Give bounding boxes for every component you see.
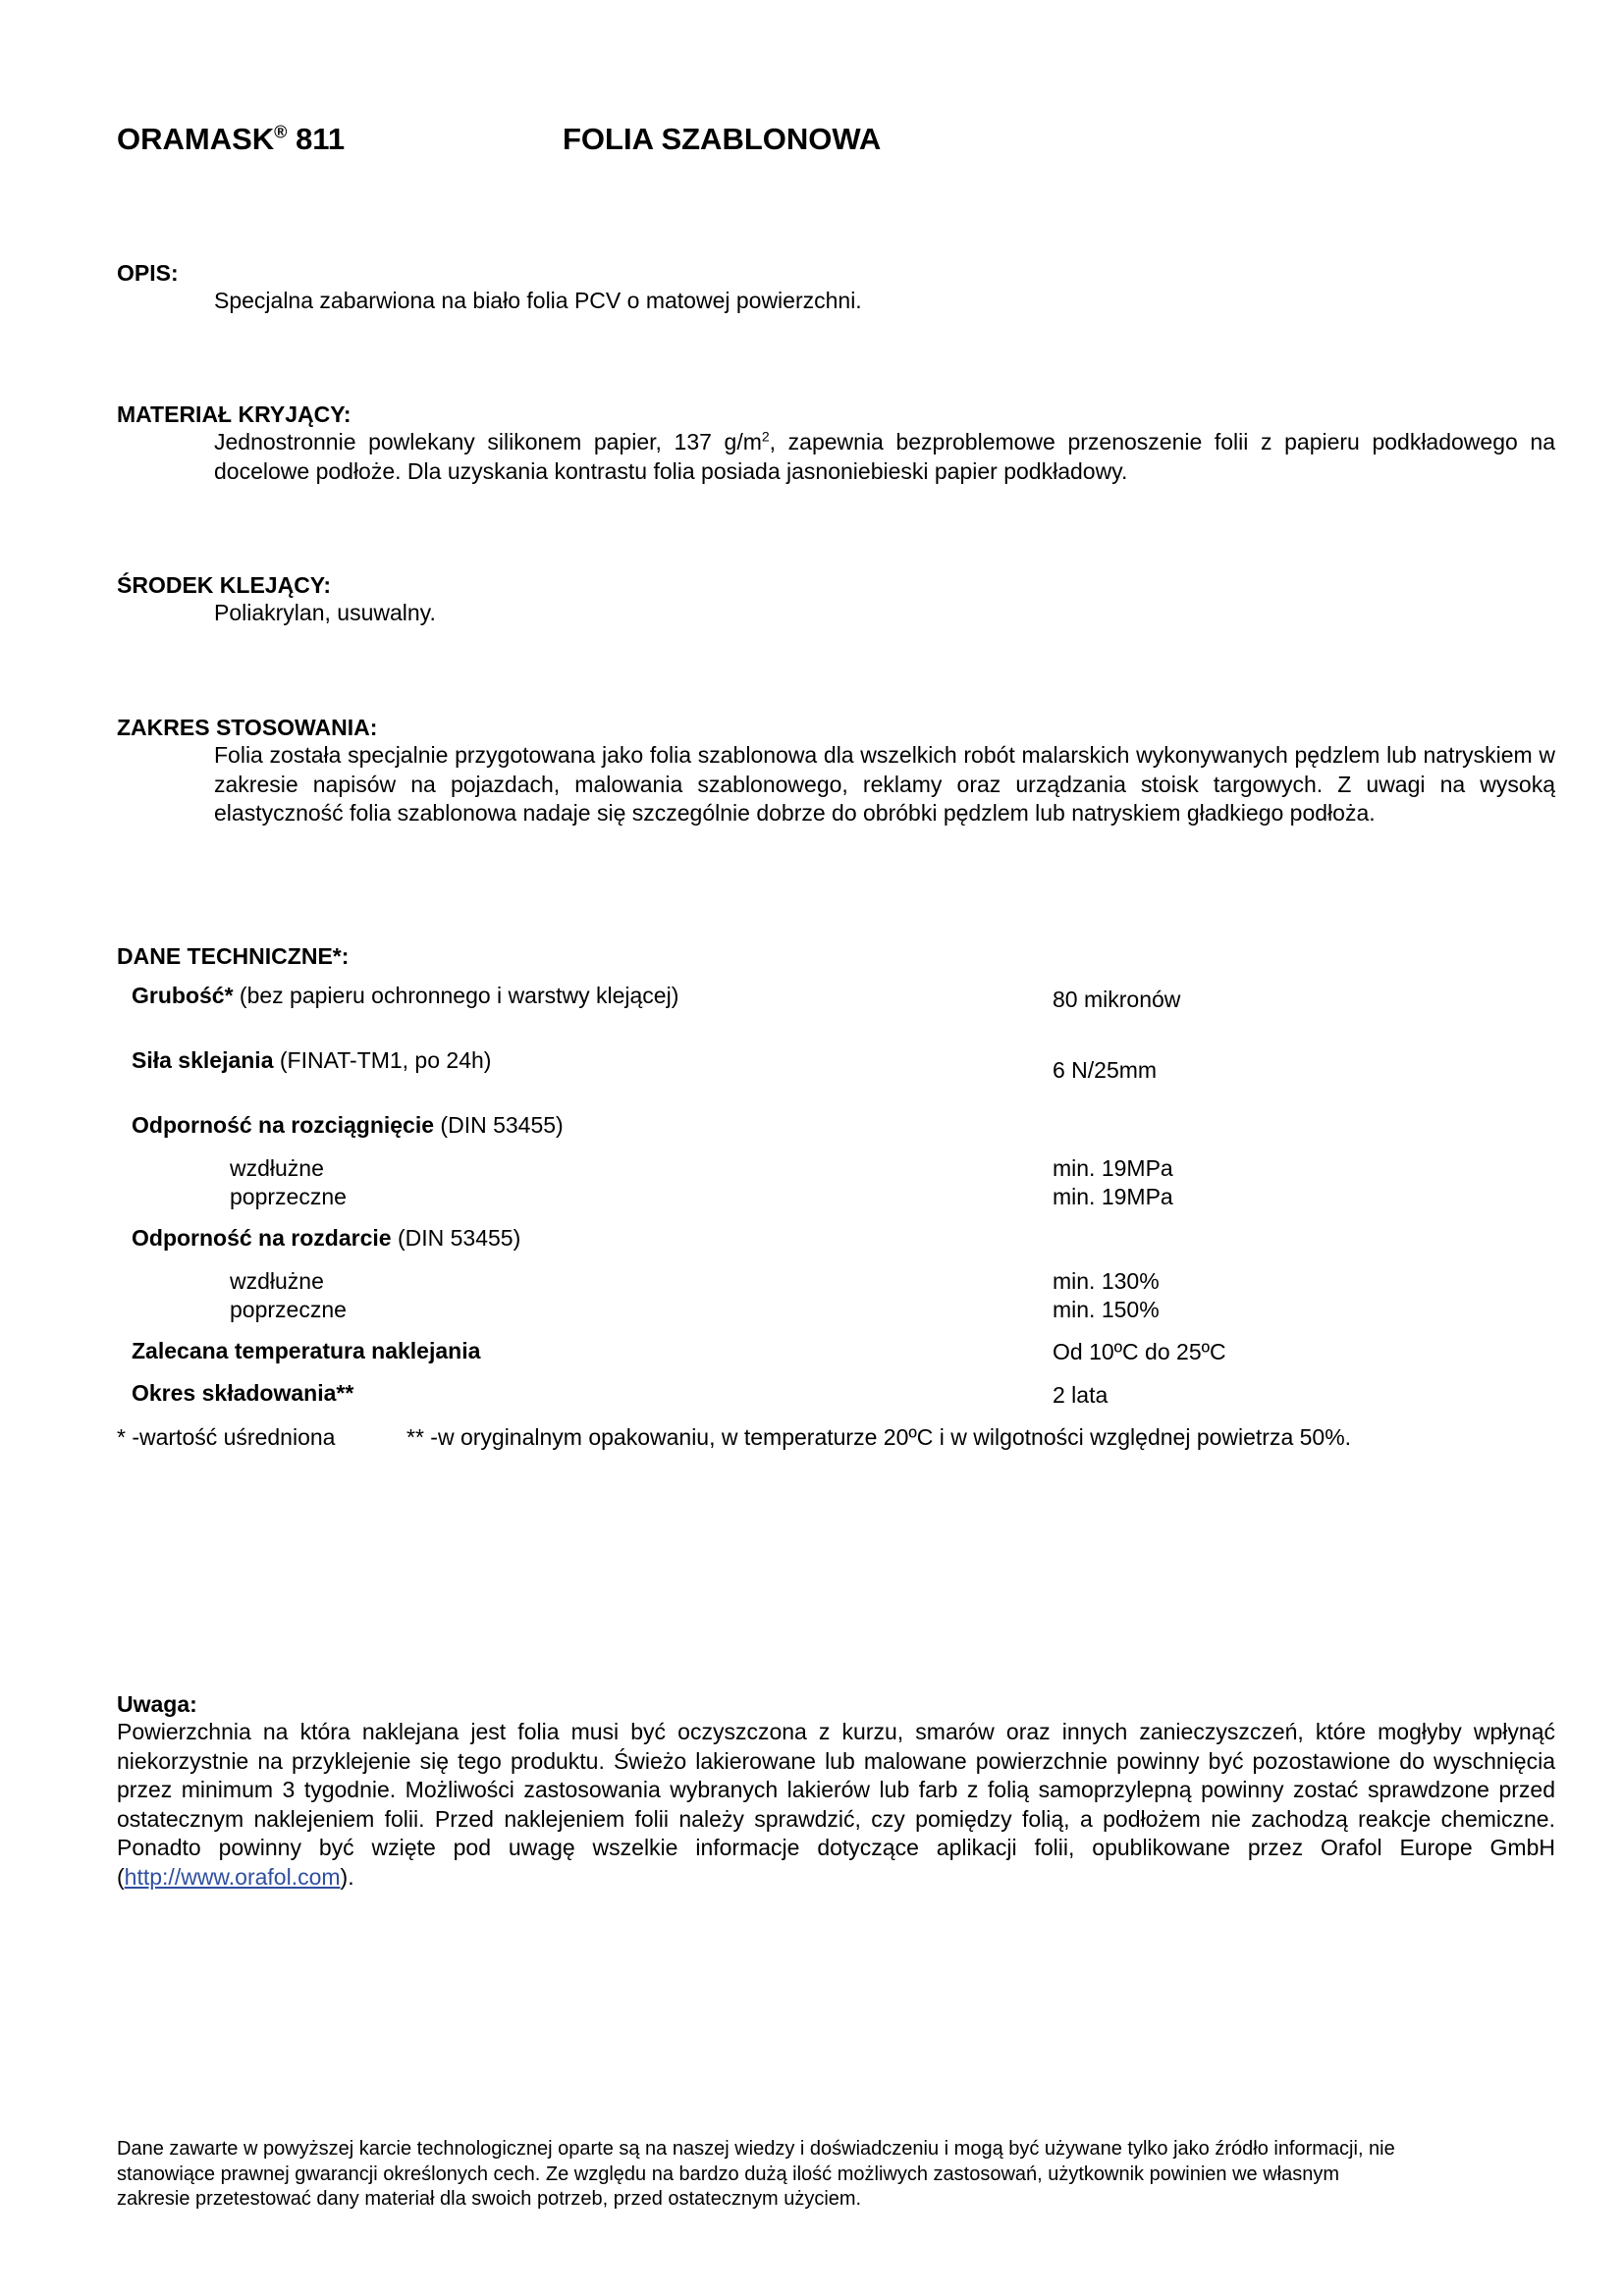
product-type: FOLIA SZABLONOWA [563,122,882,156]
product-model: 811 [296,122,346,156]
tear-long-label: wzdłużne [230,1268,324,1294]
tensile-long-label: wzdłużne [230,1155,324,1181]
adhesive-heading: ŚRODEK KLEJĄCY: [117,572,332,598]
note-text: Powierzchnia na która naklejana jest folia musi być oczyszczona z kurzu, smarów oraz innych zanieczyszczeń, które mogłyby wpłynąć niekorzystnie na przyklejenie się tego produktu. Świeżo lakierowane lub malowane powierzchnie powinny być pozostawione do wyschnięcia przez minimum 3 tygodnie. Możliwości zastosowania wybranych lakierów lub farb z folią samoprzylepną powinny zostać sprawdzone przed ostatecznym naklejeniem folii. Przed naklejeniem folii należy sprawdzić, czy pomiędzy folią, a podłożem nie zachodzą reakcje chemiczne. Ponadto powinny być wzięte pod uwagę wszelkie informacje dotyczące aplikacji folii, opublikowane przez Orafol Europe GmbH (http://www.orafol.com). [117,1719,1555,1890]
product-title [117,120,345,159]
adhesive-text: Poliakrylan, usuwalny. [214,600,436,625]
adhesion-label: Siła sklejania (FINAT-TM1, po 24h) [132,1047,492,1073]
disclaimer-line-1: Dane zawarte w powyższej karcie technologicznej oparte są na naszej wiedzy i doświadczeniu i mogą być używane tylko jako źródło informacji, nie [117,2138,1395,2160]
temperature-label: Zalecana temperatura naklejania [132,1338,481,1363]
tensile-label: Odporność na rozciągnięcie (DIN 53455) [132,1112,564,1138]
thickness-value: 80 mikronów [1053,987,1181,1012]
disclaimer [117,2137,1565,2213]
tear-label: Odporność na rozdarcie (DIN 53455) [132,1225,521,1251]
usage-text: Folia została specjalnie przygotowana jako folia szablonowa dla wszelkich robót malarskich wykonywanych pędzlem lub natryskiem w zakresie napisów na pojazdach, malowania szablonowego, reklamy oraz urządzania stoisk targowych. Z uwagi na wysoką elastyczność folia szablonowa nadaje się szczególnie dobrze do obróbki pędzlem lub natryskiem gładkiego podłoża. [214,742,1555,826]
material-heading: MATERIAŁ KRYJĄCY: [117,401,352,427]
storage-value: 2 lata [1053,1382,1109,1408]
footnote-storage: ** -w oryginalnym opakowaniu, w temperaturze 20ºC i w wilgotności względnej powietrza 50%. [406,1424,1352,1450]
adhesion-value: 6 N/25mm [1053,1057,1158,1083]
disclaimer-line-2: stanowiące prawnej gwarancji określonych cech. Ze względu na bardzo dużą ilość możliwych zastosowań, użytkownik powinien we własnym [117,2163,1340,2185]
registered-mark: ® [274,122,288,142]
tensile-trans-label: poprzeczne [230,1184,347,1209]
orafol-link[interactable]: http://www.orafol.com [124,1863,341,1890]
superscript-2: 2 [761,428,770,445]
temperature-value: Od 10ºC do 25ºC [1053,1339,1226,1364]
tech-heading: DANE TECHNICZNE*: [117,943,350,969]
disclaimer-line-3: zakresie przetestować dany materiał dla swoich potrzeb, przed ostatecznym użyciem. [117,2188,862,2210]
thickness-label: Grubość* (bez papieru ochronnego i warstwy klejącej) [132,983,679,1008]
opis-text: Specjalna zabarwiona na biało folia PCV o matowej powierzchni. [214,288,862,313]
usage-heading: ZAKRES STOSOWANIA: [117,715,378,740]
footnote-average: * -wartość uśredniona [117,1424,336,1450]
tear-trans-label: poprzeczne [230,1297,347,1322]
note-heading: Uwaga: [117,1691,197,1717]
tensile-long-value: min. 19MPa [1053,1155,1173,1181]
tensile-trans-value: min. 19MPa [1053,1184,1173,1209]
material-text: Jednostronnie powlekany silikonem papier, 137 $g/m^2$, zapewnia bezproblemowe przenoszenie folii z papieru podkładowego na docelowe podłoże. Dla uzyskania kontrastu folia posiada jasnoniebieski papier podkładowy. [214,428,1555,484]
storage-label: Okres składowania** [132,1380,354,1406]
opis-heading: OPIS: [117,260,179,286]
tear-long-value: min. 130% [1053,1268,1160,1294]
product-name: ORAMASK [117,122,275,156]
tear-trans-value: min. 150% [1053,1297,1160,1322]
